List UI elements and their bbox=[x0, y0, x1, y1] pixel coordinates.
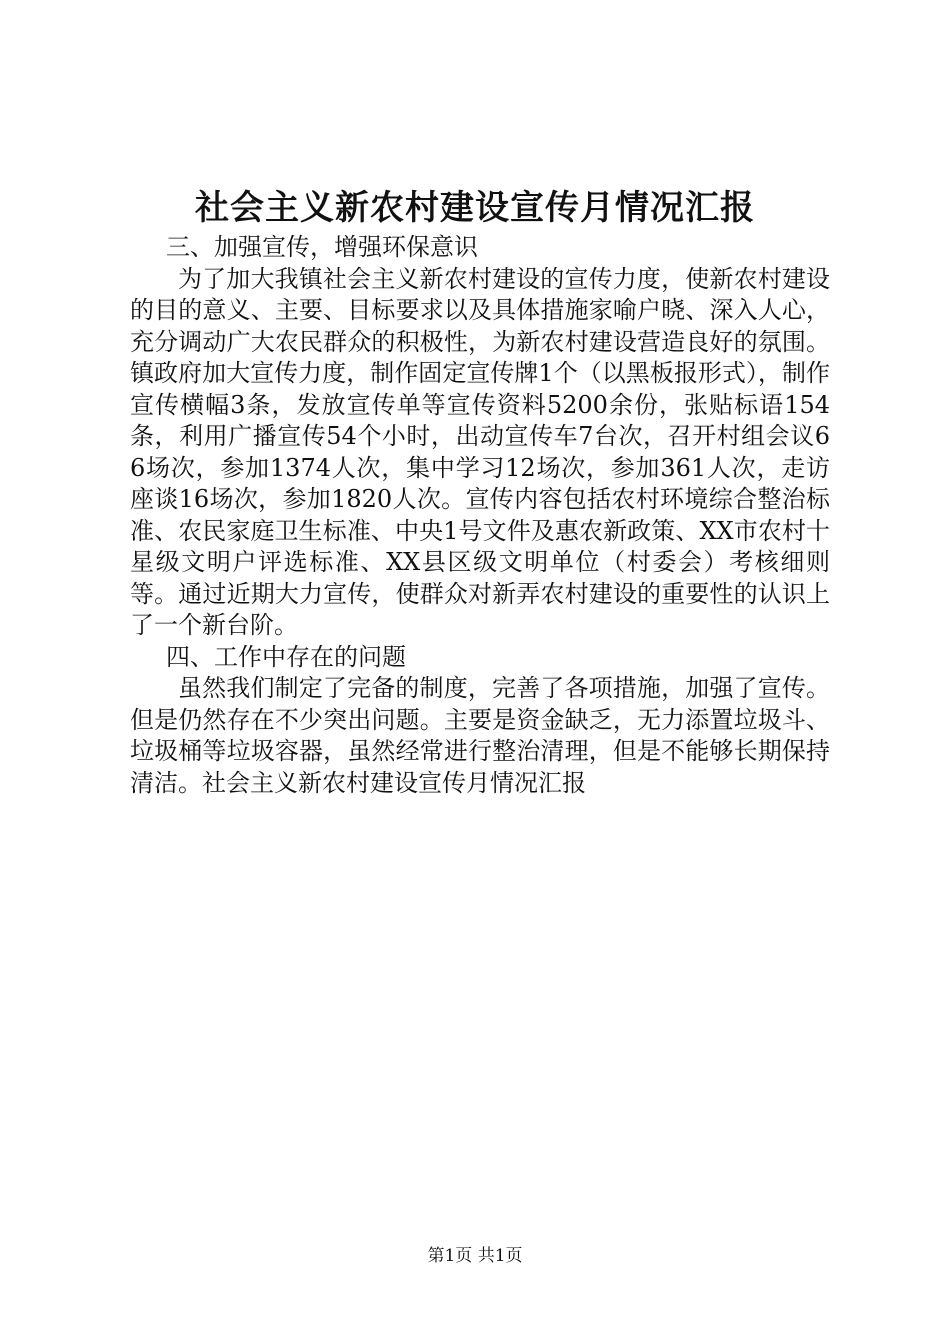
document-body bbox=[130, 232, 830, 799]
document-title: 社会主义新农村建设宣传月情况汇报 bbox=[195, 188, 755, 228]
section-heading-4: 四、工作中存在的问题 bbox=[166, 642, 406, 671]
paragraph-problems: 虽然我们制定了完备的制度，完善了各项措施，加强了宣传。但是仍然存在不少突出问题。主要是资金缺乏，无力添置垃圾斗、垃圾桶等垃圾容器，虽然经常进行整治清理，但是不能够长期保持清洁。社会主义新农村建设宣传月情况汇报 bbox=[130, 674, 830, 797]
page-footer: 第1页 共1页 bbox=[427, 1246, 523, 1266]
paragraph-publicity: 为了加大我镇社会主义新农村建设的宣传力度，使新农村建设的目的意义、主要、目标要求以及具体措施家喻户晓、深入人心，充分调动广大农民群众的积极性，为新农村建设营造良好的氛围。镇政府加大宣传力度，制作固定宣传牌1个（以黑板报形式），制作宣传横幅3条，发放宣传单等宣传资料5200余份，张贴标语154条，利用广播宣传54个小时，出动宣传车7台次，召开村组会议66场次，参加1374人次，集中学习12场次，参加361人次，走访座谈16场次，参加1820人次。宣传内容包括农村环境综合整治标准、农民家庭卫生标准、中央1号文件及惠农新政策、XX市农村十星级文明户评选标准、XX县区级文明单位（村委会）考核细则等。通过近期大力宣传，使群众对新弄农村建设的重要性的认识上了一个新台阶。 bbox=[130, 264, 830, 639]
section-heading-3: 三、加强宣传，增强环保意识 bbox=[166, 233, 478, 261]
